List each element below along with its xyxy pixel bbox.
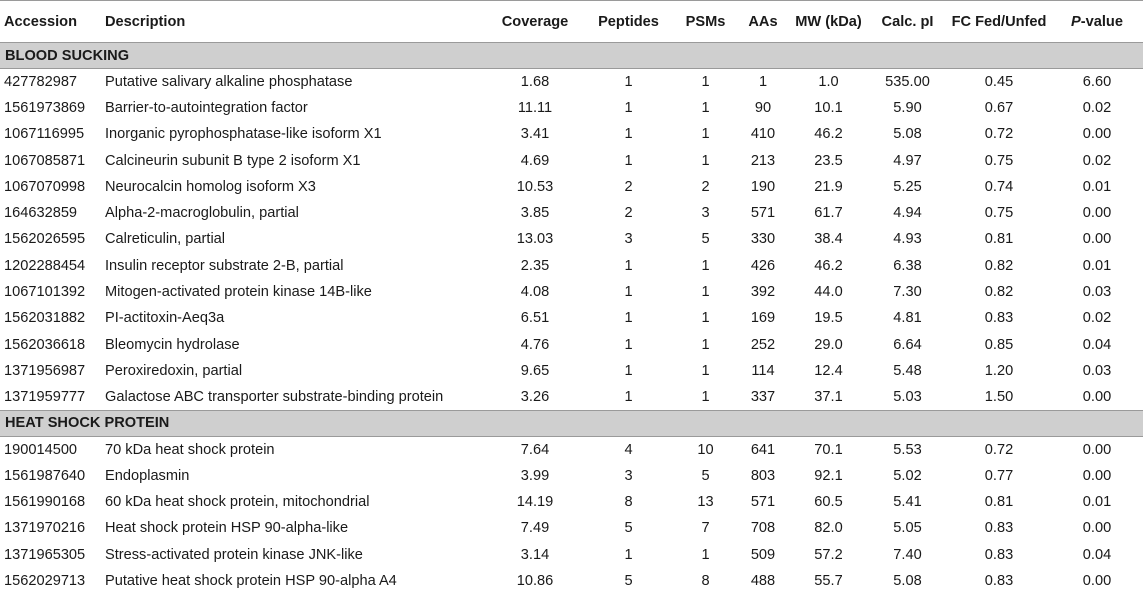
cell-pvalue: 0.01 [1082, 494, 1112, 511]
cell-accession: 1371956987 [4, 362, 86, 379]
cell-psms: 1 [701, 284, 710, 301]
table-row[interactable] [0, 358, 1143, 384]
cell-fc: 0.75 [984, 205, 1014, 222]
cell-psms: 1 [701, 546, 710, 563]
cell-fc: 0.77 [984, 467, 1014, 484]
cell-description: 70 kDa heat shock protein [105, 441, 275, 458]
cell-accession: 164632859 [4, 205, 78, 222]
cell-fc: 0.85 [984, 336, 1014, 353]
cell-accession: 1562029713 [4, 572, 86, 589]
cell-peptides: 1 [624, 284, 633, 301]
cell-coverage: 10.86 [516, 572, 554, 589]
cell-coverage: 10.53 [516, 178, 554, 195]
cell-coverage: 3.26 [520, 388, 550, 405]
cell-fc: 0.72 [984, 441, 1014, 458]
table-row[interactable] [0, 331, 1143, 357]
cell-pvalue: 0.00 [1082, 388, 1112, 405]
cell-psms: 2 [701, 178, 710, 195]
cell-pvalue: 0.00 [1082, 231, 1112, 248]
cell-mw: 70.1 [814, 441, 843, 458]
cell-coverage: 14.19 [516, 494, 554, 511]
cell-accession: 1067070998 [4, 178, 86, 195]
cell-description: Bleomycin hydrolase [105, 336, 240, 353]
cell-fc: 0.81 [984, 494, 1014, 511]
table-row[interactable] [0, 226, 1143, 252]
cell-mw: 46.2 [814, 257, 843, 274]
cell-peptides: 2 [624, 178, 633, 195]
cell-psms: 3 [701, 205, 710, 222]
cell-pvalue: 0.03 [1082, 284, 1112, 301]
table-row[interactable] [0, 463, 1143, 489]
cell-pvalue: 0.02 [1082, 310, 1112, 327]
cell-peptides: 1 [624, 310, 633, 327]
cell-fc: 0.81 [984, 231, 1014, 248]
cell-accession: 1371959777 [4, 388, 86, 405]
cell-description: Insulin receptor substrate 2-B, partial [105, 257, 344, 274]
cell-aas: 426 [750, 257, 776, 274]
cell-calc-pi: 535.00 [885, 73, 930, 90]
cell-description: Putative heat shock protein HSP 90-alpha A4 [105, 572, 397, 589]
cell-peptides: 1 [624, 336, 633, 353]
cell-description: Galactose ABC transporter substrate-binding protein [105, 388, 444, 405]
table-row[interactable] [0, 515, 1143, 541]
cell-coverage: 2.35 [520, 257, 550, 274]
cell-aas: 641 [750, 441, 776, 458]
cell-pvalue: 0.00 [1082, 441, 1112, 458]
section-title: HEAT SHOCK PROTEIN [0, 410, 1143, 436]
cell-fc: 0.83 [984, 310, 1014, 327]
cell-aas: 90 [754, 99, 772, 116]
cell-description: Heat shock protein HSP 90-alpha-like [105, 520, 349, 537]
cell-pvalue: 0.00 [1082, 572, 1112, 589]
cell-fc: 0.67 [984, 99, 1014, 116]
cell-pvalue: 0.00 [1082, 520, 1112, 537]
cell-aas: 708 [750, 520, 776, 537]
table-row[interactable] [0, 174, 1143, 200]
cell-calc-pi: 5.02 [893, 467, 922, 484]
table-row[interactable] [0, 69, 1143, 95]
table-row[interactable] [0, 95, 1143, 121]
cell-peptides: 1 [624, 126, 633, 143]
cell-psms: 5 [701, 231, 710, 248]
header-pvalue-p: P [1071, 13, 1081, 30]
cell-peptides: 5 [624, 520, 633, 537]
cell-coverage: 7.49 [520, 520, 550, 537]
header-calc-pi[interactable]: Calc. pI [868, 1, 947, 43]
table-row[interactable] [0, 305, 1143, 331]
cell-description: Alpha-2-macroglobulin, partial [105, 205, 299, 222]
table-body [0, 43, 1143, 595]
cell-peptides: 3 [624, 231, 633, 248]
cell-calc-pi: 5.03 [893, 388, 922, 405]
cell-peptides: 1 [624, 362, 633, 379]
cell-fc: 0.74 [984, 178, 1014, 195]
cell-description: Mitogen-activated protein kinase 14B-like [105, 284, 372, 301]
cell-accession: 1202288454 [4, 257, 86, 274]
cell-mw: 92.1 [814, 467, 843, 484]
table-row[interactable] [0, 436, 1143, 462]
cell-pvalue: 0.04 [1082, 336, 1112, 353]
cell-coverage: 7.64 [520, 441, 550, 458]
cell-fc: 1.50 [984, 388, 1014, 405]
cell-aas: 803 [750, 467, 776, 484]
cell-coverage: 4.76 [520, 336, 550, 353]
cell-coverage: 3.41 [520, 126, 550, 143]
cell-psms: 1 [701, 152, 710, 169]
header-psms[interactable]: PSMs [674, 1, 737, 43]
cell-aas: 1 [758, 73, 768, 90]
cell-mw: 38.4 [814, 231, 843, 248]
cell-description: Neurocalcin homolog isoform X3 [105, 178, 316, 195]
cell-calc-pi: 5.08 [893, 572, 922, 589]
cell-fc: 0.45 [984, 73, 1014, 90]
cell-peptides: 5 [624, 572, 633, 589]
header-peptides[interactable]: Peptides [583, 1, 674, 43]
cell-description: Peroxiredoxin, partial [105, 362, 243, 379]
cell-fc: 0.82 [984, 257, 1014, 274]
cell-mw: 60.5 [814, 494, 843, 511]
header-coverage[interactable]: Coverage [487, 1, 583, 43]
cell-accession: 1067101392 [4, 284, 86, 301]
cell-pvalue: 0.00 [1082, 467, 1112, 484]
cell-psms: 5 [701, 467, 710, 484]
cell-peptides: 2 [624, 205, 633, 222]
table-row[interactable] [0, 121, 1143, 147]
header-pvalue-rest: -value [1080, 13, 1123, 30]
cell-mw: 55.7 [814, 572, 843, 589]
cell-mw: 37.1 [814, 388, 843, 405]
cell-description: Calcineurin subunit B type 2 isoform X1 [105, 152, 361, 169]
cell-aas: 337 [750, 388, 776, 405]
cell-aas: 114 [751, 362, 775, 379]
cell-calc-pi: 5.08 [893, 126, 922, 143]
cell-calc-pi: 7.40 [893, 546, 922, 563]
table-row[interactable] [0, 147, 1143, 173]
cell-psms: 1 [701, 73, 710, 90]
table-row[interactable] [0, 489, 1143, 515]
cell-psms: 7 [701, 520, 710, 537]
cell-mw: 10.1 [814, 99, 843, 116]
section-title: BLOOD SUCKING [0, 43, 1143, 69]
cell-mw: 57.2 [814, 546, 843, 563]
cell-calc-pi: 4.93 [893, 231, 922, 248]
table-header [0, 1, 1143, 43]
cell-pvalue: 6.60 [1082, 73, 1112, 90]
cell-coverage: 9.65 [520, 362, 550, 379]
header-row [0, 1, 1143, 43]
cell-peptides: 1 [624, 99, 633, 116]
cell-pvalue: 0.00 [1082, 205, 1112, 222]
cell-coverage: 13.03 [516, 231, 554, 248]
cell-peptides: 8 [624, 494, 633, 511]
cell-psms: 1 [701, 126, 710, 143]
cell-accession: 1371965305 [4, 546, 86, 563]
section-header-row [0, 43, 1143, 69]
cell-psms: 8 [701, 572, 710, 589]
cell-aas: 392 [750, 284, 776, 301]
table-row[interactable] [0, 384, 1143, 410]
cell-description: Stress-activated protein kinase JNK-like [105, 546, 363, 563]
cell-mw: 12.4 [814, 362, 843, 379]
cell-calc-pi: 5.48 [893, 362, 922, 379]
cell-peptides: 4 [624, 441, 633, 458]
cell-aas: 330 [750, 231, 776, 248]
cell-psms: 1 [701, 362, 710, 379]
cell-accession: 1067085871 [4, 152, 86, 169]
cell-accession: 1561990168 [4, 494, 86, 511]
header-fc[interactable]: FC Fed/Unfed [947, 1, 1051, 43]
header-pvalue[interactable] [1051, 1, 1143, 43]
cell-pvalue: 0.02 [1082, 152, 1112, 169]
cell-aas: 213 [750, 152, 776, 169]
cell-mw: 29.0 [814, 336, 843, 353]
cell-calc-pi: 6.64 [893, 336, 922, 353]
cell-mw: 44.0 [814, 284, 843, 301]
cell-peptides: 3 [624, 467, 633, 484]
cell-mw: 1.0 [818, 73, 839, 90]
cell-description: Calreticulin, partial [105, 231, 226, 248]
cell-coverage: 4.08 [520, 284, 550, 301]
cell-accession: 1562036618 [4, 336, 86, 353]
cell-psms: 13 [697, 494, 714, 511]
cell-peptides: 1 [624, 546, 633, 563]
cell-aas: 571 [750, 205, 776, 222]
cell-accession: 1371970216 [4, 520, 86, 537]
cell-calc-pi: 5.53 [893, 441, 922, 458]
cell-accession: 1561987640 [4, 467, 86, 484]
table-row[interactable] [0, 200, 1143, 226]
cell-calc-pi: 5.05 [893, 520, 922, 537]
cell-pvalue: 0.03 [1082, 362, 1112, 379]
cell-fc: 0.83 [984, 572, 1014, 589]
header-description[interactable]: Description [101, 1, 487, 43]
cell-psms: 10 [697, 441, 714, 458]
cell-pvalue: 0.01 [1082, 257, 1112, 274]
cell-aas: 169 [750, 310, 776, 327]
cell-description: PI-actitoxin-Aeq3a [105, 310, 225, 327]
cell-accession: 1562026595 [4, 231, 86, 248]
cell-psms: 1 [701, 257, 710, 274]
cell-fc: 0.72 [984, 126, 1014, 143]
cell-coverage: 3.85 [520, 205, 550, 222]
cell-pvalue: 0.02 [1082, 99, 1112, 116]
cell-calc-pi: 4.81 [893, 310, 922, 327]
cell-calc-pi: 5.25 [893, 178, 922, 195]
cell-fc: 0.82 [984, 284, 1014, 301]
cell-aas: 190 [750, 178, 776, 195]
cell-description: Barrier-to-autointegration factor [105, 99, 308, 116]
cell-calc-pi: 4.97 [893, 152, 922, 169]
cell-calc-pi: 7.30 [893, 284, 922, 301]
cell-pvalue: 0.04 [1082, 546, 1112, 563]
cell-accession: 1067116995 [4, 126, 85, 143]
cell-description: Putative salivary alkaline phosphatase [105, 73, 353, 90]
cell-fc: 1.20 [984, 362, 1014, 379]
cell-accession: 1561973869 [4, 99, 86, 116]
cell-peptides: 1 [624, 388, 633, 405]
table-row[interactable] [0, 568, 1143, 594]
cell-calc-pi: 5.41 [893, 494, 922, 511]
cell-aas: 509 [750, 546, 776, 563]
cell-calc-pi: 6.38 [893, 257, 922, 274]
cell-aas: 410 [750, 126, 776, 143]
cell-psms: 1 [701, 388, 710, 405]
cell-description: Endoplasmin [105, 467, 190, 484]
section-header-row [0, 410, 1143, 436]
cell-aas: 571 [750, 494, 776, 511]
header-mw[interactable]: MW (kDa) [789, 1, 868, 43]
cell-peptides: 1 [624, 152, 633, 169]
cell-description: 60 kDa heat shock protein, mitochondrial [105, 494, 370, 511]
cell-coverage: 3.14 [520, 546, 550, 563]
cell-mw: 61.7 [814, 205, 843, 222]
header-accession[interactable]: Accession [0, 1, 101, 43]
cell-coverage: 1.68 [520, 73, 550, 90]
cell-mw: 46.2 [814, 126, 843, 143]
cell-aas: 488 [750, 572, 776, 589]
cell-mw: 23.5 [814, 152, 843, 169]
cell-mw: 21.9 [814, 178, 843, 195]
cell-fc: 0.83 [984, 520, 1014, 537]
cell-coverage: 6.51 [520, 310, 550, 327]
cell-pvalue: 0.01 [1082, 178, 1112, 195]
cell-mw: 19.5 [814, 310, 843, 327]
cell-peptides: 1 [624, 257, 633, 274]
cell-coverage: 3.99 [520, 467, 550, 484]
cell-fc: 0.83 [984, 546, 1014, 563]
cell-psms: 1 [701, 336, 710, 353]
cell-accession: 190014500 [4, 441, 78, 458]
cell-pvalue: 0.00 [1082, 126, 1112, 143]
cell-description: Inorganic pyrophosphatase-like isoform X1 [105, 126, 382, 143]
cell-psms: 1 [701, 310, 710, 327]
cell-accession: 427782987 [4, 73, 78, 90]
table-row[interactable] [0, 542, 1143, 568]
header-aas[interactable]: AAs [737, 1, 789, 43]
cell-coverage: 4.69 [520, 152, 550, 169]
cell-psms: 1 [701, 99, 710, 116]
cell-mw: 82.0 [814, 520, 843, 537]
table-row[interactable] [0, 279, 1143, 305]
cell-peptides: 1 [624, 73, 633, 90]
cell-calc-pi: 4.94 [893, 205, 922, 222]
cell-accession: 1562031882 [4, 310, 86, 327]
cell-coverage: 11.11 [517, 99, 553, 116]
table-row[interactable] [0, 253, 1143, 279]
cell-aas: 252 [750, 336, 776, 353]
cell-calc-pi: 5.90 [893, 99, 922, 116]
cell-fc: 0.75 [984, 152, 1014, 169]
